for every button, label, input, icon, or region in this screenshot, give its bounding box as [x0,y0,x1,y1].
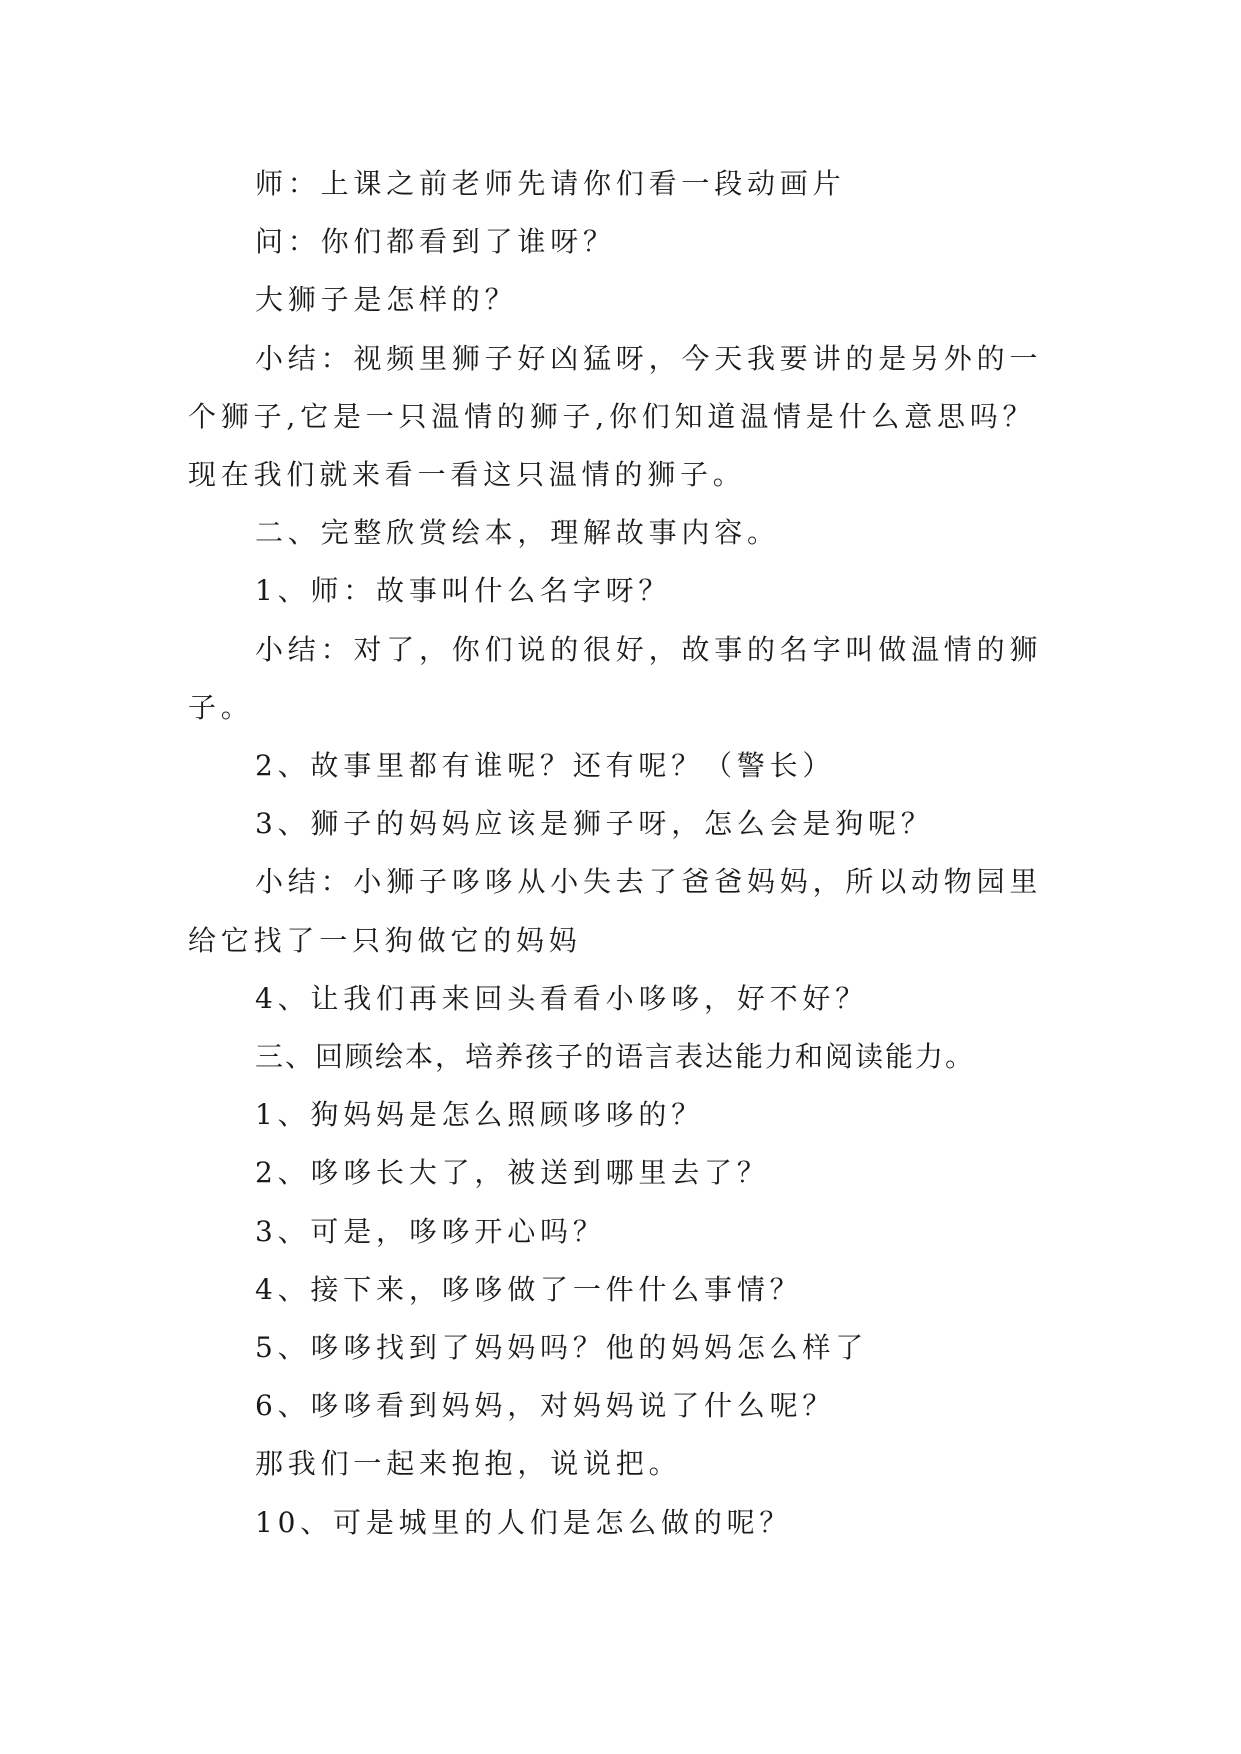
section-heading: 三、回顾绘本，培养孩子的语言表达能力和阅读能力。 [255,1040,976,1074]
paragraph: 10、可是城里的人们是怎么做的呢？ [255,1505,793,1539]
paragraph: 2、哆哆长大了，被送到哪里去了？ [255,1156,770,1190]
paragraph: 3、可是，哆哆开心吗？ [255,1214,606,1248]
paragraph: 小结：小狮子哆哆从小失去了爸爸妈妈，所以动物园里给它找了一只狗做它的妈妈 [188,865,1043,957]
section-heading: 二、完整欣赏绘本，理解故事内容。 [255,516,780,550]
paragraph: 1、师：故事叫什么名字呀？ [255,574,672,608]
paragraph: 小结：对了，你们说的很好，故事的名字叫做温情的狮子。 [188,632,1043,724]
paragraph: 4、让我们再来回头看看小哆哆，好不好？ [255,981,869,1015]
paragraph: 问：你们都看到了谁呀？ [255,225,616,259]
paragraph: 大狮子是怎样的？ [255,283,518,317]
paragraph: 1、狗妈妈是怎么照顾哆哆的？ [255,1098,705,1132]
paragraph: 2、故事里都有谁呢？还有呢？（警长） [255,749,836,783]
paragraph: 4、接下来，哆哆做了一件什么事情？ [255,1272,803,1306]
paragraph: 5、哆哆找到了妈妈吗？他的妈妈怎么样了 [255,1331,869,1365]
paragraph: 那我们一起来抱抱，说说把。 [255,1447,682,1481]
paragraph: 3、狮子的妈妈应该是狮子呀，怎么会是狗呢？ [255,807,934,841]
document-body [188,155,1053,1552]
paragraph: 小结：视频里狮子好凶猛呀，今天我要讲的是另外的一个狮子,它是一只温情的狮子,你们知道温情是什么意思吗？现在我们就来看一看这只温情的狮子。 [188,341,1043,492]
paragraph: 师：上课之前老师先请你们看一段动画片 [255,167,846,200]
paragraph: 6、哆哆看到妈妈，对妈妈说了什么呢？ [255,1389,836,1423]
